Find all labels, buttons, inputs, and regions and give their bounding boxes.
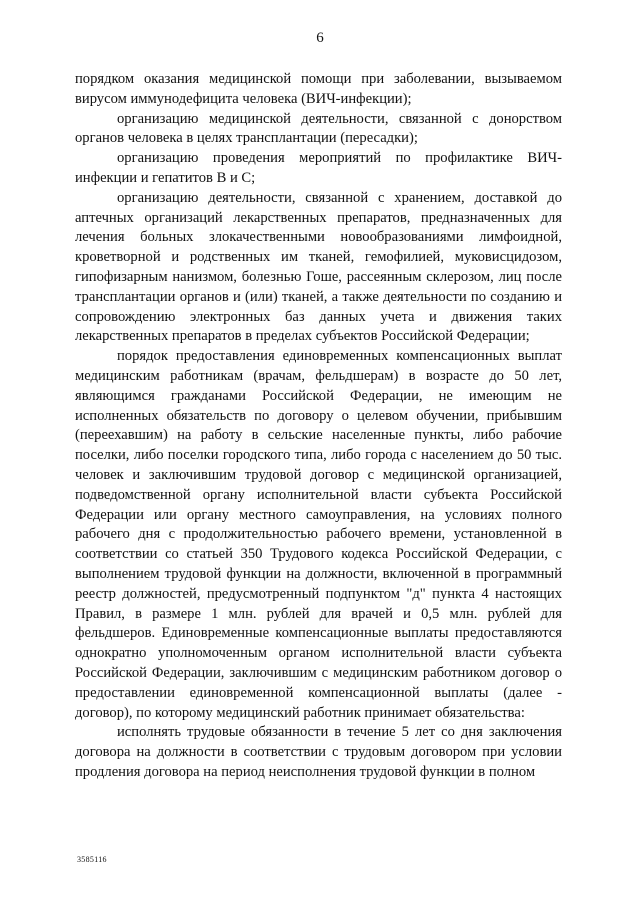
document-code: 3585116 <box>77 855 107 864</box>
page-number: 6 <box>316 30 324 46</box>
paragraph-compensation-payments: порядок предоставления единовременных компенсационных выплат медицинским работникам (врачам, фельдшерам) в возрасте до 50 лет, являющимся гражданами Российской Федерации, не имеющим не исполненных обязательств по договору о целевом обучении, прибывшим (переехавшим) на работу в сельские населенные пункты, либо рабочие поселки, либо поселки городского типа, либо города с населением до 50 тыс. человек и заключившим трудовой договор с медицинской организацией, подведомственной органу исполнительной власти субъекта Российской Федерации или органу местного самоуправления, на условиях полного рабочего дня с продолжительностью рабочего времени, установленной в соответствии со статьей 350 Трудового кодекса Российской Федерации, с выполнением трудовой функции на должности, включенной в программный реестр должностей, предусмотренный подпунктом "д" пункта 4 настоящих Правил, в размере 1 млн. рублей для врачей и 0,5 млн. рублей для фельдшеров. Единовременные компенсационные выплаты предоставляются однократно уполномоченным органом исполнительной власти субъекта Российской Федерации, заключившим с медицинским работником договор о предоставлении единовременной компенсационной выплаты (далее - договор), по которому медицинский работник принимает обязательства: <box>75 348 562 721</box>
paragraph-drug-storage-delivery: организацию деятельности, связанной с хранением, доставкой до аптечных организаций лекарственных препаратов, предназначенных для лечения больных злокачественными новообразованиями лимфоидной, кроветворной и родственных им тканей, гемофилией, муковисцидозом, гипофизарным нанизмом, болезнью Гоше, рассеянным склерозом, лиц после трансплантации органов и (или) тканей, а также деятельности по созданию и сопровождению электронных баз данных учета и движения таких лекарственных препаратов в пределах субъектов Российской Федерации; <box>75 189 562 345</box>
document-body <box>75 70 562 783</box>
paragraph-work-obligations: исполнять трудовые обязанности в течение 5 лет со дня заключения договора на должности в соответствии с трудовым договором при условии продления договора на период неисполнения трудовой функции в полном <box>75 724 562 780</box>
paragraph-organ-donation: организацию медицинской деятельности, связанной с донорством органов человека в целях трансплантации (пересадки); <box>75 110 562 147</box>
paragraph-hiv-hepatitis-prevention: организацию проведения мероприятий по профилактике ВИЧ-инфекции и гепатитов B и C; <box>75 150 562 186</box>
paragraph-hiv-care-procedure: порядком оказания медицинской помощи при заболевании, вызываемом вирусом иммунодефицита человека (ВИЧ-инфекции); <box>75 71 562 107</box>
